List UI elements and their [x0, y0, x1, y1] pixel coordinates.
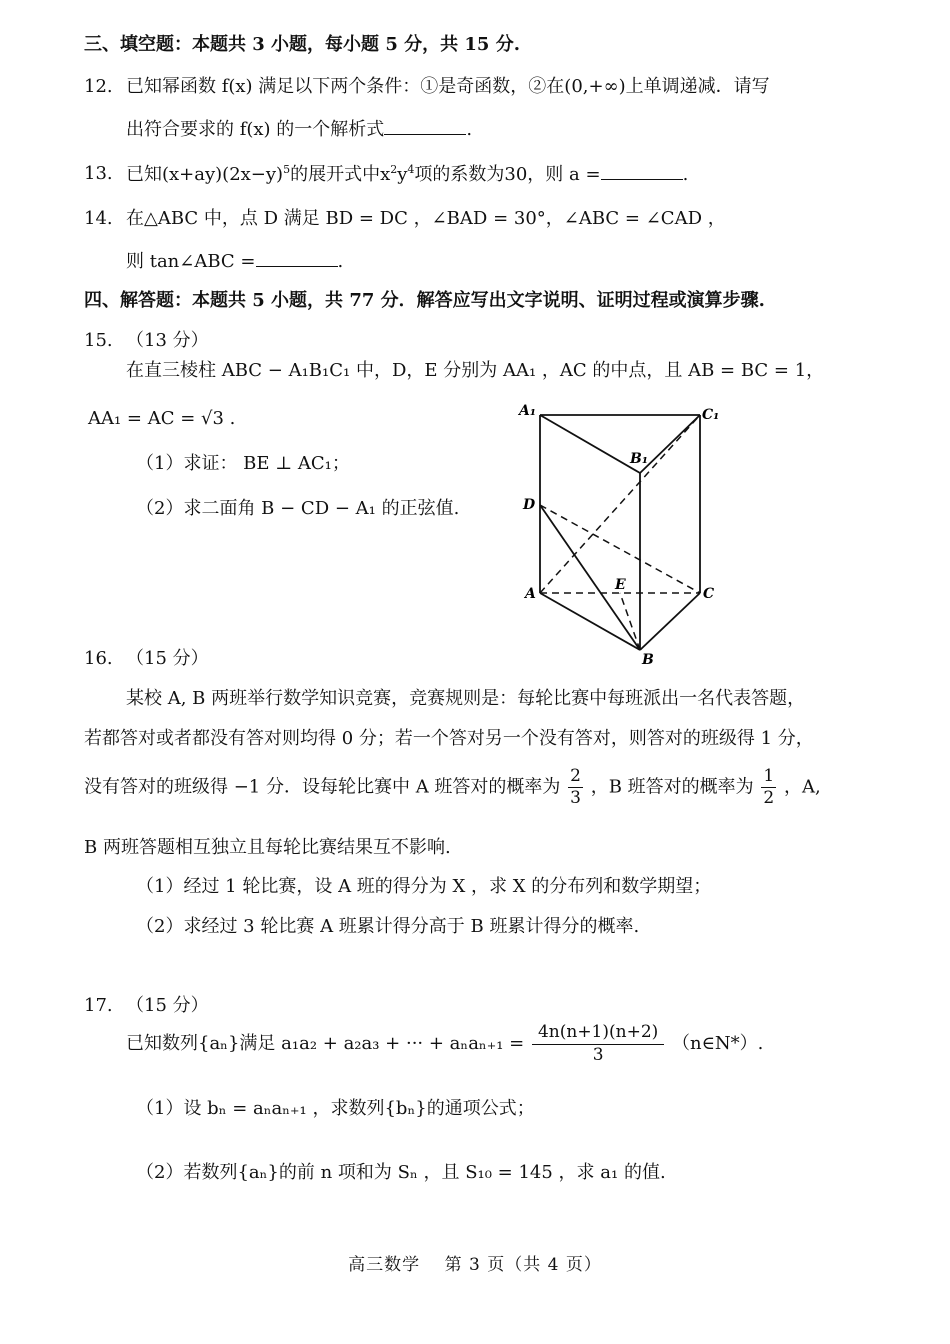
q14-line2-prefix: 则 tan∠ABC =	[126, 251, 256, 272]
label-a: A	[525, 586, 536, 602]
q12-number: 12.	[84, 76, 113, 97]
q14-line2-suffix: .	[337, 251, 344, 272]
q15-part2: （2）求二面角 B − CD − A₁ 的正弦值.	[136, 498, 460, 519]
q13-text-prefix: 已知(x+ay)(2x−y)	[126, 164, 284, 185]
q16-line4: B 两班答题相互独立且每轮比赛结果互不影响.	[84, 837, 451, 858]
q13-text-suffix: 项的系数为30，则 a =	[414, 164, 601, 185]
q12-line2-prefix: 出符合要求的 f(x) 的一个解析式	[126, 119, 385, 140]
edge-a1b1	[540, 415, 640, 473]
q17-points: （15 分）	[126, 995, 209, 1016]
q16-line2: 若都答对或者都没有答对则均得 0 分；若一个答对另一个没有答对，则答对的班级得 1 分，	[84, 728, 814, 749]
label-b1: B₁	[630, 451, 648, 467]
label-a1: A₁	[519, 403, 536, 419]
q16-points: （15 分）	[126, 648, 209, 669]
q16-part2: （2）求经过 3 轮比赛 A 班累计得分高于 B 班累计得分的概率.	[136, 916, 640, 937]
fraction-b	[761, 768, 776, 807]
q16-line3-mid: ，B 班答对的概率为	[590, 776, 754, 798]
fraction-b-num: 1	[763, 766, 775, 786]
q16-part1: （1）经过 1 轮比赛，设 A 班的得分为 X ，求 X 的分布列和数学期望；	[136, 876, 712, 897]
q16-line1: 某校 A, B 两班举行数学知识竞赛，竞赛规则是：每轮比赛中每班派出一名代表答题，	[126, 688, 806, 709]
q13-number: 13.	[84, 163, 113, 184]
label-b: B	[642, 652, 654, 668]
q13-power: 5	[283, 163, 291, 176]
fraction-a-num: 2	[570, 766, 581, 786]
fraction-a	[568, 768, 583, 807]
q17-part2: （2）若数列{aₙ}的前 n 项和为 Sₙ ，且 S₁₀ = 145 ，求 a₁ 的值.	[136, 1162, 666, 1183]
q13-answer-blank	[601, 163, 683, 180]
prism-diagram	[505, 395, 735, 670]
page-footer: 高三数学 第 3 页（共 4 页）	[348, 1255, 602, 1275]
q14-line2	[126, 250, 343, 273]
q14-answer-blank	[256, 250, 338, 267]
section-4-heading: 四、解答题：本题共 5 小题，共 77 分．解答应写出文字说明、证明过程或演算步骤.	[84, 290, 765, 311]
q16-line3-suffix: ，A,	[783, 776, 821, 798]
q17-fraction-den: 3	[592, 1045, 604, 1065]
q17-fraction-num: 4n(n+1)(n+2)	[532, 1024, 664, 1045]
label-d: D	[523, 497, 536, 513]
q13-x-power: 2	[390, 163, 398, 176]
q12-line1: 已知幂函数 f(x) 满足以下两个条件：①是奇函数，②在(0,+∞)上单调递减．请写	[126, 76, 770, 97]
q15-line2: AA₁ = AC = √3 .	[88, 408, 236, 429]
q16-line3-prefix: 没有答对的班级得 −1 分．设每轮比赛中 A 班答对的概率为	[84, 776, 561, 798]
q15-points: （13 分）	[126, 330, 209, 351]
q12-line2	[126, 118, 472, 141]
label-c: C	[703, 586, 715, 602]
q17-part1: （1）设 bₙ = aₙaₙ₊₁ ，求数列{bₙ}的通项公式；	[136, 1098, 535, 1119]
q17-line1	[126, 1024, 763, 1064]
q17-line1-prefix: 已知数列{aₙ}满足 a₁a₂ + a₂a₃ + ··· + aₙaₙ₊₁ =	[126, 1033, 525, 1054]
segment-ac1	[540, 415, 700, 593]
q14-line1: 在△ABC 中，点 D 满足 BD = DC ，∠BAD = 30°，∠ABC = ∠CAD ，	[126, 208, 726, 229]
q17-line1-suffix: （n∈N*）.	[672, 1033, 764, 1054]
edge-bc	[640, 593, 700, 650]
section-3-heading: 三、填空题：本题共 3 小题，每小题 5 分，共 15 分.	[84, 34, 520, 55]
edge-b1c1	[640, 415, 700, 473]
fraction-a-den: 3	[570, 788, 581, 808]
q13-line	[126, 163, 688, 186]
q16-number: 16.	[84, 648, 113, 669]
q17-number: 17.	[84, 995, 113, 1016]
q13-end: .	[682, 164, 689, 185]
q13-text-mid: 的展开式中x	[290, 164, 391, 185]
q16-line3	[84, 768, 821, 807]
q15-part1: （1）求证： BE ⊥ AC₁；	[136, 453, 350, 474]
label-c1: C₁	[702, 407, 720, 423]
q15-number: 15.	[84, 330, 113, 351]
q15-line1: 在直三棱柱 ABC − A₁B₁C₁ 中，D，E 分别为 AA₁ ，AC 的中点，且 AB = BC = 1，	[126, 360, 825, 381]
q13-y-power: 4	[407, 163, 415, 176]
prism-figure	[505, 395, 735, 675]
segment-be	[620, 593, 640, 650]
q12-line2-suffix: .	[466, 119, 473, 140]
q13-y-part: y	[397, 164, 408, 185]
fraction-b-den: 2	[763, 788, 775, 808]
q17-fraction	[532, 1024, 664, 1064]
q12-answer-blank	[384, 118, 466, 135]
label-e: E	[615, 577, 626, 593]
q14-number: 14.	[84, 208, 113, 229]
edge-ab	[540, 593, 640, 650]
